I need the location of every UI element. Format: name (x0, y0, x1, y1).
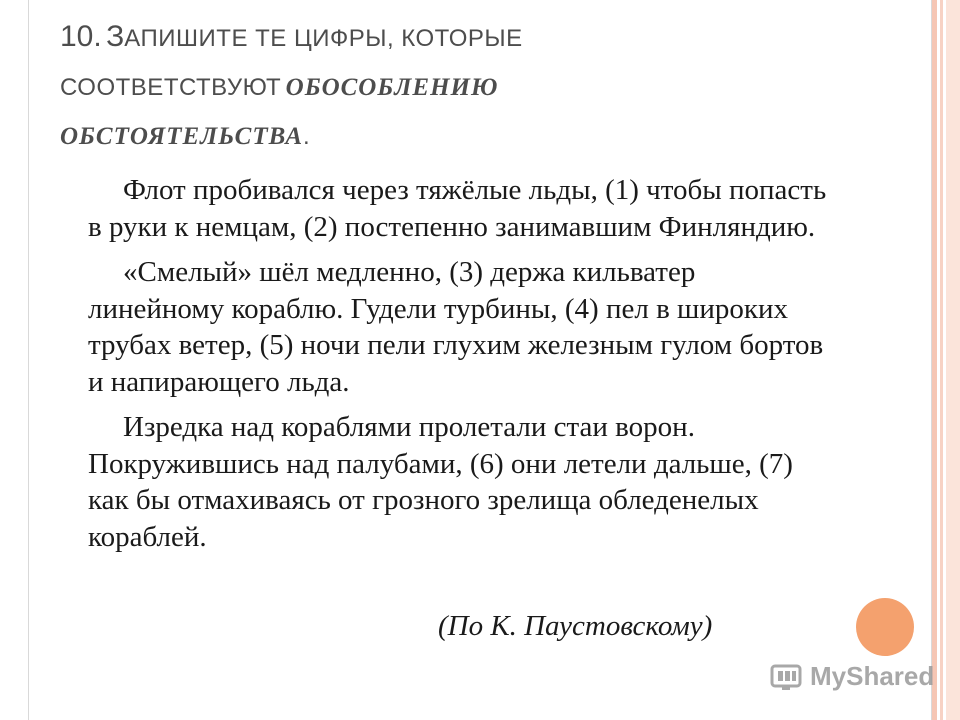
title-emphasis-1: ОБОСОБЛЕНИЮ (285, 74, 499, 101)
title-period: . (303, 123, 311, 150)
paragraph-3: Изредка над кораблями пролетали стаи ворон. Покружившись над палубами, (6) они летели дальше, (7) как бы отмахиваясь от грозного зрелища обледенелых кораблей. (88, 411, 793, 553)
myshared-logo-icon (768, 660, 804, 692)
watermark (768, 656, 934, 696)
title-first-letter: З (106, 20, 125, 53)
paragraph-1: Флот пробивался через тяжёлые льды, (1) чтобы попасть в руки к немцам, (2) постепенно занимавшим Финляндию. (88, 174, 827, 243)
decorative-circle (856, 598, 914, 656)
title-line-1-text: АПИШИТЕ ТЕ ЦИФРЫ, КОТОРЫЕ (124, 25, 523, 52)
title-line-1 (60, 14, 760, 65)
title-line-2-text: СООТВЕТСТВУЮТ (60, 74, 282, 101)
task-number: 10. (60, 20, 102, 53)
title-emphasis-2: ОБСТОЯТЕЛЬСТВА (60, 123, 303, 150)
title-line-2 (60, 65, 760, 114)
title-line-3 (60, 114, 760, 163)
paragraph-2: «Смелый» шёл медленно, (3) держа кильватер линейному кораблю. Гудели турбины, (4) пел в широких трубах ветер, (5) ночи пели глухим железным гулом бортов и напирающего льда. (88, 256, 824, 398)
text-body (88, 172, 828, 564)
slide-title (60, 14, 760, 163)
watermark-text: MyShared (810, 660, 935, 691)
attribution: (По К. Паустовскому) (438, 610, 713, 642)
decorative-stripes (932, 0, 960, 720)
